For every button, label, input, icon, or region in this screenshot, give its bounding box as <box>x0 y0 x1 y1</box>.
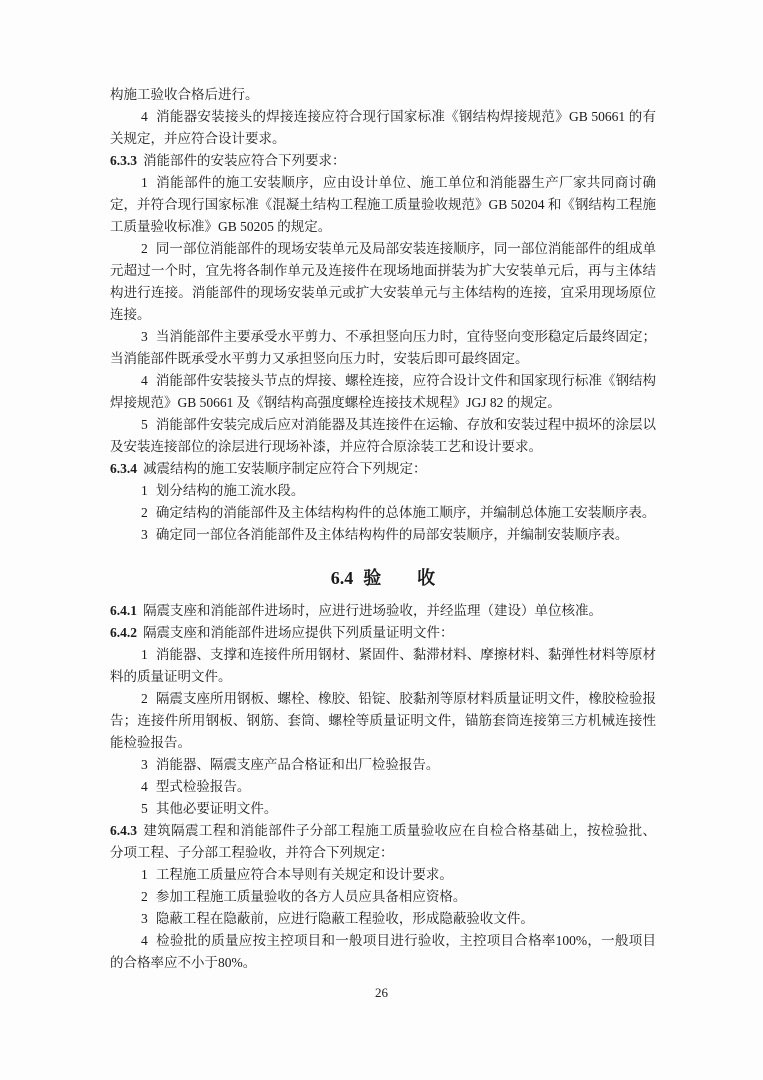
paragraph-text: 工程施工质量应符合本导则有关规定和设计要求。 <box>155 867 453 882</box>
item-number: 5 <box>141 417 148 432</box>
item-number: 4 <box>141 109 148 124</box>
list-item-paragraph <box>110 688 656 754</box>
clause-number: 6.3.3 <box>110 153 137 168</box>
paragraph-text: 消能部件安装完成后应对消能器及其连接件在运输、存放和安装过程中损坏的涂层以及安装连接部位的涂层进行现场补漆，并应符合原涂装工艺和设计要求。 <box>110 417 656 454</box>
section-heading <box>110 564 656 592</box>
paragraph-text: 消能器安装接头的焊接连接应符合现行国家标准《钢结构焊接规范》GB 50661 的有关规定，并应符合设计要求。 <box>110 109 656 146</box>
paragraph-text: 确定结构的消能部件及主体结构构件的总体施工顺序，并编制总体施工安装顺序表。 <box>155 505 656 520</box>
clause-number: 6.4.2 <box>110 625 137 640</box>
paragraph-text: 隐蔽工程在隐蔽前，应进行隐蔽工程验收，形成隐蔽验收文件。 <box>155 911 534 926</box>
clause-paragraph <box>110 820 656 864</box>
list-item-paragraph <box>110 238 656 326</box>
document-body <box>110 84 656 974</box>
list-item-paragraph <box>110 930 656 974</box>
paragraph-text: 构施工验收合格后进行。 <box>110 87 259 102</box>
paragraph-text: 消能部件的安装应符合下列要求： <box>143 153 346 168</box>
list-item-paragraph <box>110 326 656 370</box>
list-item-paragraph <box>110 524 656 546</box>
item-number: 2 <box>141 889 148 904</box>
clause-number: 6.4.1 <box>110 603 137 618</box>
item-number: 2 <box>141 691 148 706</box>
clause-paragraph <box>110 600 656 622</box>
paragraph-text: 消能器、支撑和连接件所用钢材、紧固件、黏滞材料、摩擦材料、黏弹性材料等原材料的质量证明文件。 <box>110 647 656 684</box>
paragraph-text: 检验批的质量应按主控项目和一般项目进行验收，主控项目合格率100%，一般项目的合格率应不小于80%。 <box>110 933 656 970</box>
clause-paragraph <box>110 458 656 480</box>
paragraph-text: 确定同一部位各消能部件及主体结构构件的局部安装顺序，并编制安装顺序表。 <box>155 527 629 542</box>
paragraph-text: 消能器、隔震支座产品合格证和出厂检验报告。 <box>155 757 440 772</box>
item-number: 1 <box>141 647 148 662</box>
list-item-paragraph <box>110 754 656 776</box>
item-number: 3 <box>141 329 148 344</box>
paragraph-text: 型式检验报告。 <box>155 779 251 794</box>
paragraph-text: 建筑隔震工程和消能部件子分部工程施工质量验收应在自检合格基础上，按检验批、分项工程、子分部工程验收，并符合下列规定： <box>110 823 656 860</box>
clause-number: 6.3.4 <box>110 461 137 476</box>
page-number: 26 <box>375 985 388 1000</box>
section-number: 6.4 <box>330 568 354 588</box>
continuation-paragraph <box>110 84 656 106</box>
item-number: 2 <box>141 241 148 256</box>
item-number: 5 <box>141 801 148 816</box>
paragraph-text: 划分结构的施工流水段。 <box>155 483 305 498</box>
paragraph-text: 隔震支座所用钢板、螺栓、橡胶、铅锭、胶黏剂等原材料质量证明文件，橡胶检验报告；连接件所用钢板、钢筋、套筒、螺栓等质量证明文件，锚筋套筒连接第三方机械连接性能检验报告。 <box>110 691 656 750</box>
paragraph-text: 消能部件安装接头节点的焊接、螺栓连接，应符合设计文件和国家现行标准《钢结构焊接规范》GB 50661 及《钢结构高强度螺栓连接技术规程》JGJ 82 的规定。 <box>110 373 656 410</box>
paragraph-text: 当消能部件主要承受水平剪力、不承担竖向压力时，宜待竖向变形稳定后最终固定；当消能部件既承受水平剪力又承担竖向压力时，安装后即可最终固定。 <box>110 329 656 366</box>
list-item-paragraph <box>110 798 656 820</box>
paragraph-text: 验 收 <box>363 568 436 588</box>
item-number: 3 <box>141 527 148 542</box>
list-item-paragraph <box>110 776 656 798</box>
item-number: 1 <box>141 867 148 882</box>
item-number: 4 <box>141 779 148 794</box>
list-item-paragraph <box>110 172 656 238</box>
list-item-paragraph <box>110 864 656 886</box>
paragraph-text: 消能部件的施工安装顺序，应由设计单位、施工单位和消能器生产厂家共同商讨确定，并符合现行国家标准《混凝土结构工程施工质量验收规范》GB 50204 和《钢结构工程施工质量验收标准》GB 50205 的规定。 <box>110 175 656 234</box>
list-item-paragraph <box>110 644 656 688</box>
item-number: 1 <box>141 483 148 498</box>
item-number: 3 <box>141 911 148 926</box>
clause-number: 6.4.3 <box>110 823 137 838</box>
list-item-paragraph <box>110 370 656 414</box>
paragraph-text: 减震结构的施工安装顺序制定应符合下列规定： <box>143 461 427 476</box>
clause-paragraph <box>110 150 656 172</box>
item-number: 3 <box>141 757 148 772</box>
item-number: 4 <box>141 933 148 948</box>
list-item-paragraph <box>110 480 656 502</box>
list-item-paragraph <box>110 414 656 458</box>
clause-paragraph <box>110 622 656 644</box>
item-number: 4 <box>141 373 148 388</box>
paragraph-text: 同一部位消能部件的现场安装单元及局部安装连接顺序，同一部位消能部件的组成单元超过一个时，宜先将各制作单元及连接件在现场地面拼装为扩大安装单元后，再与主体结构进行连接。消能部件的现场安装单元或扩大安装单元与主体结构的连接，宜采用现场原位连接。 <box>110 241 656 322</box>
list-item-paragraph <box>110 502 656 524</box>
paragraph-text: 隔震支座和消能部件进场时，应进行进场验收，并经监理（建设）单位核准。 <box>143 603 603 618</box>
list-item-paragraph <box>110 908 656 930</box>
paragraph-text: 隔震支座和消能部件进场应提供下列质量证明文件： <box>143 625 454 640</box>
paragraph-text: 其他必要证明文件。 <box>155 801 278 816</box>
list-item-paragraph <box>110 886 656 908</box>
item-number: 2 <box>141 505 148 520</box>
item-number: 1 <box>141 175 148 190</box>
list-item-paragraph <box>110 106 656 150</box>
paragraph-text: 参加工程施工质量验收的各方人员应具备相应资格。 <box>155 889 467 904</box>
